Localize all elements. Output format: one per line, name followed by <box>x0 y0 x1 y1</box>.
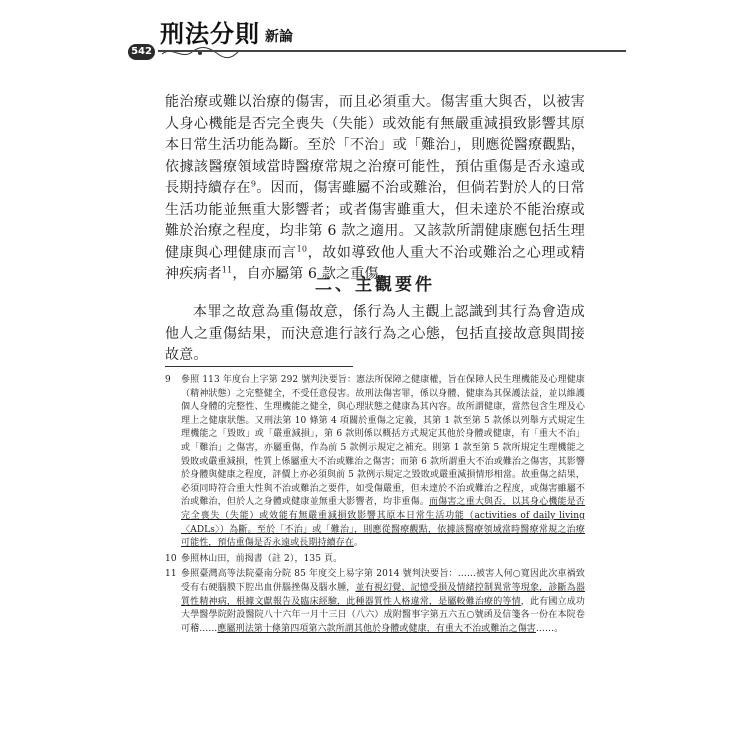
footnote-10: 10 參照林山田，前揭書（註 2），135 頁。 <box>165 553 585 567</box>
book-title-suffix: 新論 <box>265 29 293 45</box>
section-heading: 二、主觀要件 <box>315 275 435 295</box>
footnote-number: 11 <box>165 569 177 580</box>
footnote-9: 9 參照 113 年度台上字第 292 號判決要旨：憲法所保障之健康權，旨在保障人民生理機能及心理健康（精神狀態）之完整健全，不受任意侵害。故刑法傷害罪，係以身體、健康為其保護法益，並以維護個人身體的完整性、生理機能之健全，與心理狀態之健康為其內容。故所謂健康，當然包含生理及心理上之健康狀態。又刑法第 10 條第 4 項關於重傷之定義，其第 1 款至第 5 款係以列舉方式規定生理機能之「毀敗」或「嚴重減損」，第 6 款則係以概括方式規定其他於身體或健康，有「重大不治」或「難治」之傷害，亦屬重傷，作為前 5 款例示規定之補充。則第 1 款至第 5 款所規定生理機能之毀敗或嚴重減損，性質上係屬重大不治或難治之傷害；而第 6 款所謂重大不治或難治之傷害，其影響於身體與健康之程度，評價上亦必須與前 5 款例示規定之毀敗或嚴重減損情形相當。故重傷之結果，必須同時符合重大性與不治或難治之要件，如受傷嚴重，但未達於不治或難治之程度，或傷害雖屬不治或難治，但於人之身體或健康並無重大影響者，均非重傷。而傷害之重大與否，以其身心機能是否完全喪失（失能）或效能有無嚴重減損致影響其原本日常生活功能（activities of daily living〈ADLs〉）為斷。至於「不治」或「難治」，則應從醫療觀點，依據該醫療領域當時醫療常規之治療可能性，預估重傷是否永遠或長期持續存在。 <box>165 375 586 549</box>
footnote-number: 10 <box>165 553 177 564</box>
footnote-ref-10[interactable]: 10 <box>296 243 308 253</box>
body-paragraph-2: 本罪之故意為重傷故意，係行為人主觀上認識到其行為會造成他人之重傷結果，而決意進行該行為之心態，包括直接故意與間接故意。 <box>165 304 585 363</box>
book-title: 刑法分則 <box>160 20 260 48</box>
footnote-11: 11 參照臺灣高等法院臺南分院 85 年度交上易字第 2014 號判決要旨：……被害人何○寬因此次車禍致受有右硬腦膜下腔出血併腦挫傷及腦水腫，並有視幻覺、記憶受損及情緒控制異常等現象，診斷為器質性精神病，根據文獻報告及臨床經驗，此種器質性人格違常，是屬較難治療的等情，此有國立成功大學醫學院附設醫院八十六年一月十三日（八六）成附醫事字第五六五○號函及信箋各一份在本院卷可稽……應屬刑法第十條第四項第六款所謂其他於身體或健康，有重大不治或難治之傷害……。 <box>165 569 585 634</box>
page-header <box>0 0 750 72</box>
footnote-ref-9[interactable]: 9 <box>250 179 257 189</box>
footnote-ref-11[interactable]: 11 <box>221 265 233 275</box>
footnotes <box>165 374 585 638</box>
header-rule <box>158 50 626 52</box>
body-paragraph-1: 能治療或難以治療的傷害，而且必須重大。傷害重大與否，以被害人身心機能是否完全喪失（失能）或效能有無嚴重減損致影響其原本日常生活功能為斷。至於「不治」或「難治」，則應從醫療觀點，依據該醫療領域當時醫療常規之治療可能性，預估重傷是否永遠或長期持續存在$^9$。因而，傷害雖屬不治或難治，但倘若對於人的日常生活功能並無重大影響者；或者傷害雖重大，但未達於不能治療或難於治療之程度，均非第 6 款之適用。又該款所謂健康應包括生理健康與心理健康而言$^{10}$，故如導致他人重大不治或難治之心理或精神疾病者$^{11}$，自亦屬第 6 款之重傷。 <box>165 94 586 282</box>
footnote-separator <box>165 366 353 367</box>
footnote-number: 9 <box>165 375 171 385</box>
page-number-badge: 542 <box>128 44 155 60</box>
header-ornament-icon <box>160 46 240 60</box>
